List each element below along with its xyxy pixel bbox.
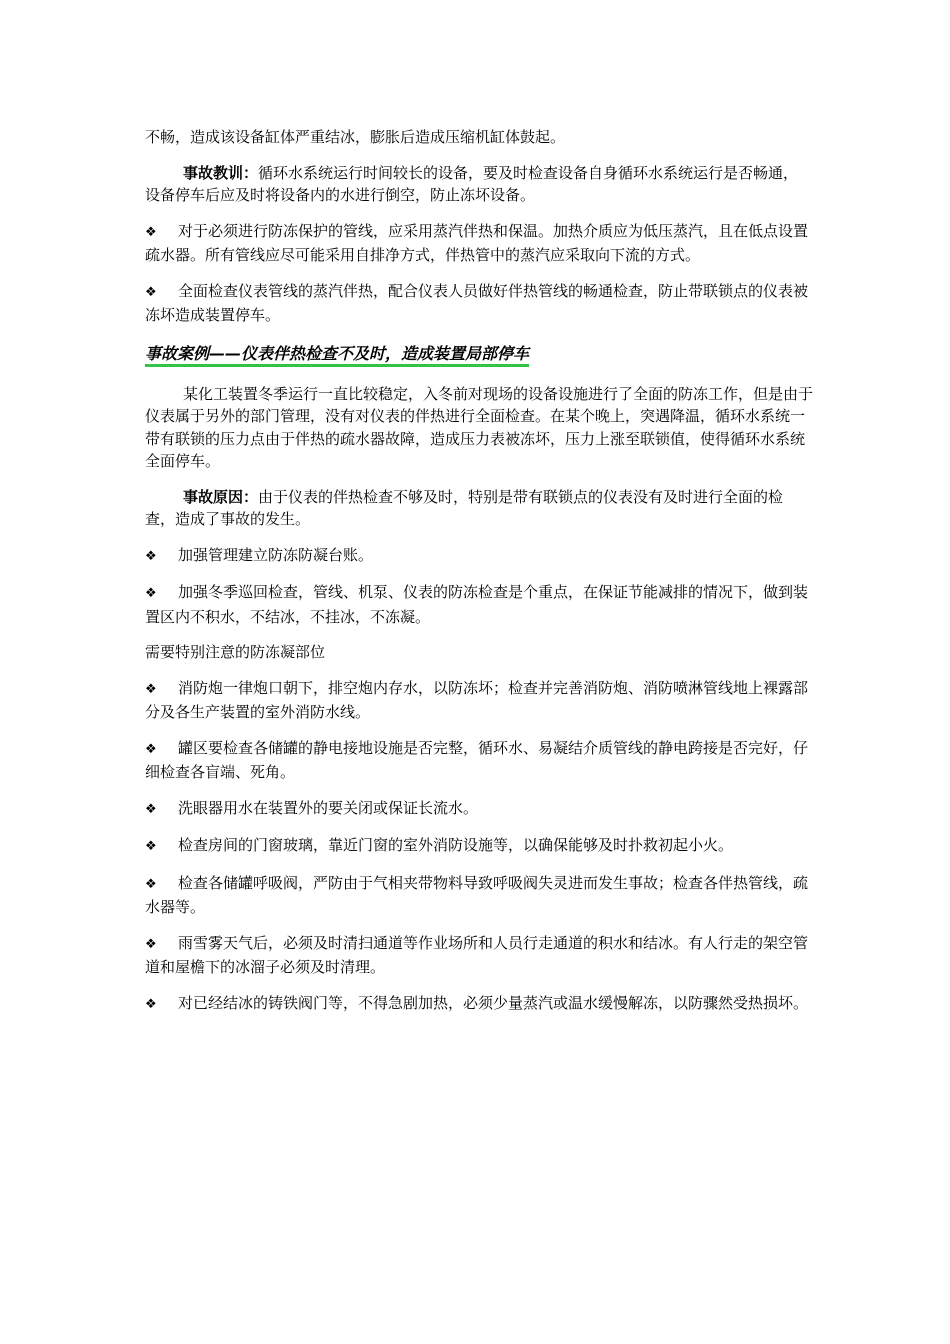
bullet-text: 加强冬季巡回检查，管线、机泵、仪表的防冻检查是个重点，在保证节能减排的情况下，做到装置区内不积水，不结冰，不挂冰，不冻凝。 [145, 583, 809, 626]
lesson-text: 循环水系统运行时间较长的设备，要及时检查设备自身循环水系统运行是否畅通，设备停车后应及时将设备内的水进行倒空，防止冻坏设备。 [145, 163, 799, 204]
paragraph-continuation: 不畅，造成该设备缸体严重结冰，膨胀后造成压缩机缸体鼓起。 [145, 128, 566, 146]
bullet-text: 加强管理建立防冻防凝台账。 [178, 545, 374, 564]
bullet-item [145, 992, 813, 1017]
document-page [145, 126, 813, 1029]
case-heading: 事故案例——仪表伴热检查不及时，造成装置局部停车 [145, 344, 529, 367]
bullet-diamond-icon: ❖ [145, 224, 157, 240]
bullet-diamond-icon: ❖ [145, 586, 157, 601]
cause-paragraph [145, 486, 813, 531]
lesson-label: 事故教训： [183, 163, 259, 182]
section-label: 需要特别注意的防冻凝部位 [145, 643, 326, 661]
lesson-paragraph [145, 162, 813, 207]
bullet-diamond-icon: ❖ [145, 936, 157, 952]
bullet-item [145, 544, 813, 569]
bullet-diamond-icon: ❖ [145, 681, 157, 697]
bullet-text: 检查各储罐呼吸阀，严防由于气相夹带物料导致呼吸阀失灵进而发生事故；检查各伴热管线，疏水器等。 [145, 873, 809, 916]
case-heading-wrap [145, 340, 813, 383]
bullet-text: 雨雪雾天气后，必须及时清扫通道等作业场所和人员行走通道的积水和结冰。有人行走的架空管道和屋檐下的冰溜子必须及时清理。 [145, 933, 809, 976]
bullet-item [145, 581, 813, 628]
bullet-item [145, 932, 813, 979]
case-paragraph: 某化工装置冬季运行一直比较稳定，入冬前对现场的设备设施进行了全面的防冻工作，但是由于仪表属于另外的部门管理，没有对仪表的伴热进行全面检查。在某个晚上，突遇降温，循环水系统一带有联锁的压力点由于伴热的疏水器故障，造成压力表被冻坏，压力上涨至联锁值，使得循环水系统全面停车。 [145, 384, 814, 470]
bullet-diamond-icon: ❖ [145, 839, 157, 854]
bullet-item [145, 797, 813, 822]
bullet-text: 对于必须进行防冻保护的管线，应采用蒸汽伴热和保温。加热介质应为低压蒸汽，且在低点设置疏水器。所有管线应尽可能采用自排净方式，伴热管中的蒸汽应采取向下流的方式。 [145, 221, 809, 264]
bullet-item [145, 872, 813, 919]
bullet-diamond-icon: ❖ [145, 284, 157, 300]
bullet-text: 罐区要检查各储罐的静电接地设施是否完整，循环水、易凝结介质管线的静电跨接是否完好，仔细检查各盲端、死角。 [145, 738, 809, 781]
bullet-item [145, 677, 813, 724]
bullet-text: 全面检查仪表管线的蒸汽伴热，配合仪表人员做好伴热管线的畅通检查，防止带联锁点的仪表被冻坏造成装置停车。 [145, 281, 809, 324]
bullet-text: 检查房间的门窗玻璃，靠近门窗的室外消防设施等，以确保能够及时扑救初起小火。 [178, 836, 734, 854]
bullet-text: 洗眼器用水在装置外的要关闭或保证长流水。 [178, 798, 479, 817]
cause-text: 由于仪表的伴热检查不够及时，特别是带有联锁点的仪表没有及时进行全面的检查，造成了事故的发生。 [145, 487, 784, 528]
bullet-text: 消防炮一律炮口朝下，排空炮内存水，以防冻坏；检查并完善消防炮、消防喷淋管线地上裸露部分及各生产装置的室外消防水线。 [145, 678, 809, 721]
bullet-diamond-icon: ❖ [145, 996, 157, 1012]
bullet-item [145, 220, 813, 267]
bullet-item [145, 280, 813, 327]
bullet-diamond-icon: ❖ [145, 548, 157, 564]
bullet-text: 对已经结冰的铸铁阀门等，不得急剧加热，必须少量蒸汽或温水缓慢解冻，以防骤然受热损坏。 [178, 993, 809, 1012]
bullet-item [145, 737, 813, 784]
bullet-diamond-icon: ❖ [145, 801, 157, 817]
bullet-diamond-icon: ❖ [145, 876, 157, 892]
bullet-item [145, 834, 813, 859]
cause-label: 事故原因： [183, 487, 259, 506]
bullet-diamond-icon: ❖ [145, 741, 157, 757]
